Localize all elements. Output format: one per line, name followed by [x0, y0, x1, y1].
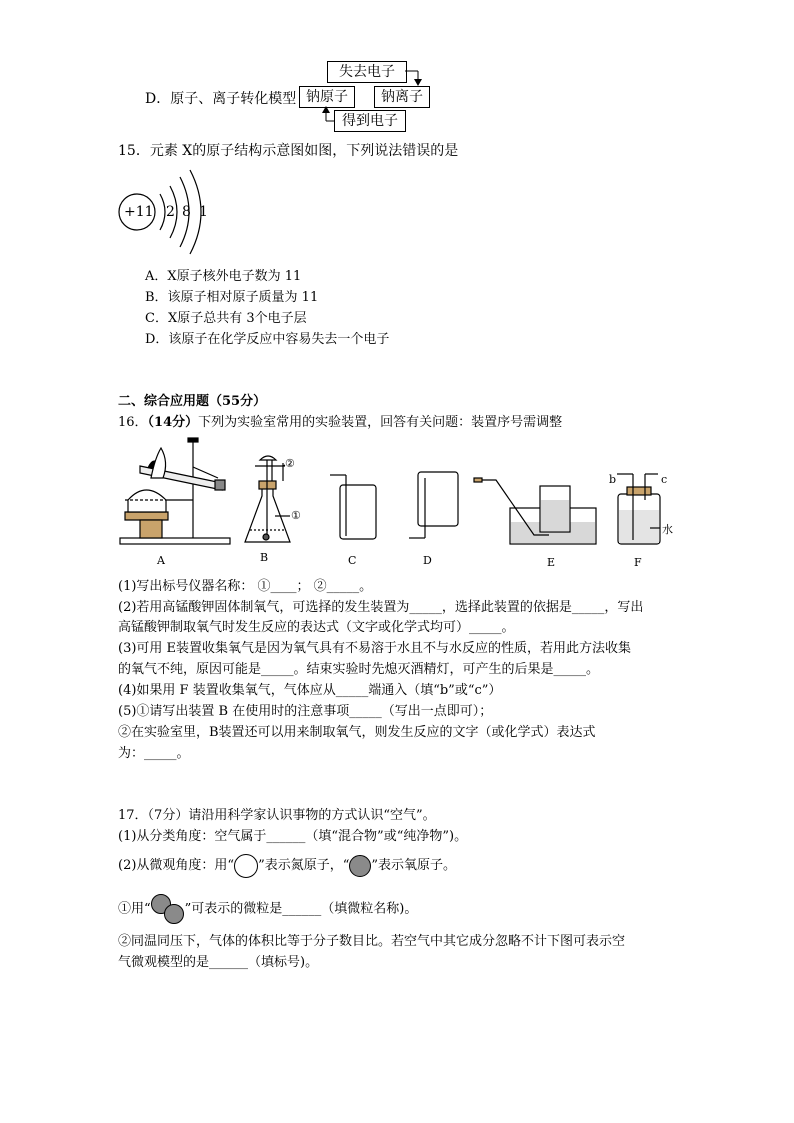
- apparatus-b: [245, 456, 290, 542]
- q17-p3-text-a: ①用“: [118, 901, 151, 917]
- q16-score: （14分）: [147, 415, 199, 430]
- q15-option-a: A．X原子核外电子数为 11: [145, 269, 302, 284]
- q17-p2-text-b: ”表示氮原子，“: [258, 858, 350, 873]
- q15-stem: 15．元素 X的原子结构示意图如图，下列说法错误的是: [118, 143, 459, 159]
- apparatus-label-b: B: [260, 551, 269, 564]
- apparatus-label-a: A: [157, 554, 165, 567]
- section-2-title: 二、综合应用题（55分）: [118, 394, 267, 409]
- marker-1: ①: [291, 509, 301, 522]
- q17-part-2: [118, 852, 456, 880]
- port-b-label: b: [609, 473, 617, 486]
- box-gain-electron: 得到电子: [334, 110, 406, 132]
- q15-option-b: B．该原子相对原子质量为 11: [145, 290, 319, 305]
- q17-stem: 17．（7分）请沿用科学家认识事物的方式认识“空气”。: [118, 808, 436, 823]
- q16-stem-text: 下列为实验室常用的实验装置，回答有关问题：装置序号需调整: [198, 415, 563, 430]
- shell-2-count: 8: [182, 204, 191, 220]
- apparatus-label-e: E: [547, 556, 556, 569]
- q15-option-d: D．该原子在化学反应中容易失去一个电子: [145, 332, 390, 347]
- nitrogen-atom-symbol: [234, 854, 258, 878]
- q17-part-2-1: [118, 894, 417, 924]
- q16-stem: [118, 411, 562, 430]
- q17-p3-text-b: ”可表示的微粒是______（填微粒名称)。: [184, 901, 418, 917]
- q17-p2-text-c: ”表示氧原子。: [371, 858, 457, 873]
- q16-line-4: (3)可用 E装置收集氧气是因为氧气具有不易溶于水且不与水反应的性质，若用此方法收集: [118, 641, 632, 656]
- shell-1-count: 2: [166, 204, 175, 220]
- apparatus-label-c: C: [348, 554, 357, 567]
- oxygen-atom-symbol: [349, 855, 371, 877]
- apparatus-label-d: D: [423, 554, 432, 567]
- apparatus-label-f: F: [634, 556, 642, 569]
- q16-line-5: 的氧气不纯，原因可能是_____。结束实验时先熄灭酒精灯，可产生的后果是_____。: [118, 662, 600, 677]
- shell-3-count: 1: [199, 204, 208, 220]
- box-sodium-atom: 钠原子: [299, 86, 355, 108]
- box-sodium-ion: 钠离子: [374, 86, 430, 108]
- q17-part-1: (1)从分类角度：空气属于______（填“混合物”或“纯净物”)。: [118, 829, 468, 844]
- q16-line-3: 高锰酸钾制取氧气时发生反应的表达式（文字或化学式均可）_____。: [118, 620, 515, 635]
- apparatus-f: [617, 474, 660, 544]
- q16-line-8: ②在实验室里，B装置还可以用来制取氧气，则发生反应的文字（或化学式）表达式: [118, 725, 596, 740]
- q16-number: 16．: [118, 415, 148, 430]
- water-label: 水: [662, 523, 673, 536]
- apparatus-a: [120, 438, 230, 544]
- apparatus-e: [474, 478, 596, 544]
- port-c-label: c: [661, 473, 668, 486]
- marker-2: ②: [285, 457, 295, 470]
- q17-part-2-2-line-1: ②同温同压下，气体的体积比等于分子数目比。若空气中其它成分忽略不计下图可表示空: [118, 934, 626, 949]
- apparatus-d: [409, 472, 458, 538]
- box-lose-electron: 失去电子: [327, 61, 407, 83]
- oxygen-molecule-symbol: [151, 894, 185, 924]
- q14d-label: D．原子、离子转化模型: [145, 91, 297, 107]
- q17-p2-text-a: (2)从微观角度：用“: [118, 858, 235, 873]
- q16-line-6: (4)如果用 F 装置收集氧气，气体应从_____端通入（填“b”或“c”）: [118, 683, 502, 698]
- nucleus-charge: +11: [124, 204, 154, 220]
- q16-line-2: (2)若用高锰酸钾固体制氧气，可选择的发生装置为_____，选择此装置的依据是_____，写出: [118, 600, 644, 615]
- q17-part-2-2-line-2: 气微观模型的是______（填标号)。: [118, 955, 319, 970]
- q16-line-7: (5)①请写出装置 B 在使用时的注意事项_____（写出一点即可）；: [118, 704, 493, 719]
- q16-line-1: (1)写出标号仪器名称： ①____； ②_____。: [118, 579, 373, 594]
- apparatus-c: [330, 475, 376, 539]
- q15-option-c: C．X原子总共有 3个电子层: [145, 311, 307, 326]
- q16-line-9: 为：_____。: [118, 746, 190, 761]
